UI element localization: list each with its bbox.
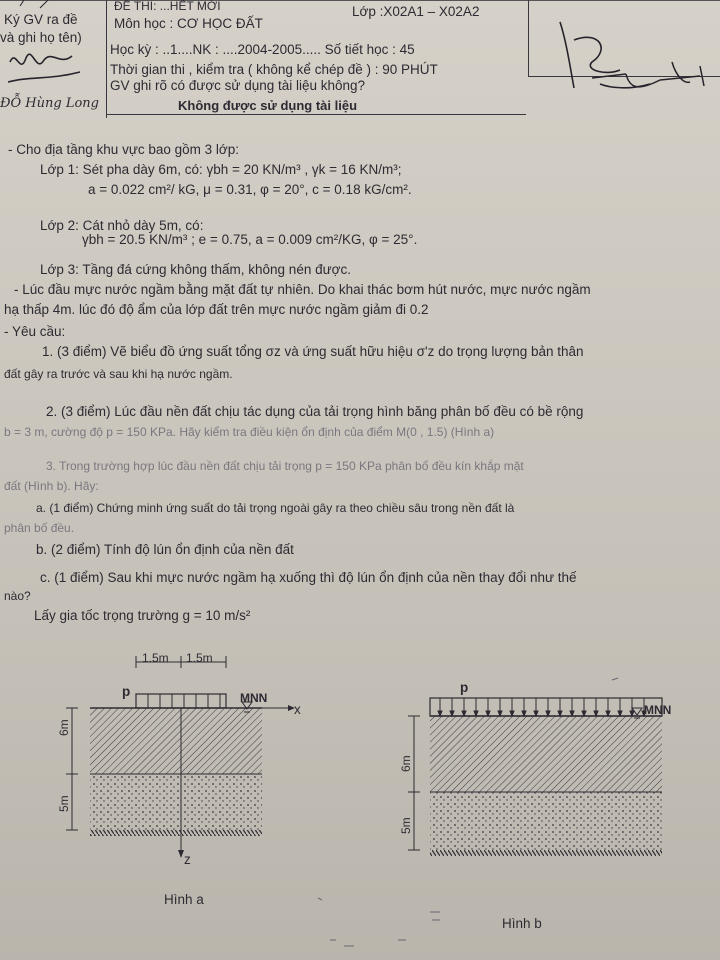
header-left-line1: Ký GV ra đề (4, 12, 78, 27)
figure-b-caption: Hình b (502, 916, 542, 931)
question3-line2: đất (Hình b). Hãy: (4, 479, 99, 493)
figure-a-diagram (50, 642, 320, 872)
load-arrow-head (462, 711, 466, 716)
load-arrow-head (558, 711, 562, 716)
question3-line1: 3. Trong trường hợp lúc đầu nền đất chịu tải trọng p = 150 KPa phân bố đều kín khắp mặt (46, 459, 524, 473)
requirements-heading: - Yêu cầu: (4, 324, 66, 339)
layer2-line1: Lớp 2: Cát nhỏ dày 5m, có: (40, 218, 204, 233)
intro-line: - Cho địa tầng khu vực bao gồm 3 lớp: (8, 142, 240, 157)
load-arrow-head (486, 711, 490, 716)
load-arrow-head (606, 711, 610, 716)
load-arrow-head (618, 711, 622, 716)
layer2-line2: γbh = 20.5 KN/m³ ; e = 0.75, a = 0.009 cm²/KG, φ = 25°. (82, 232, 418, 247)
figure-a-z-label: z (184, 852, 191, 867)
semester-info: Học kỳ : ..1....NK : ....2004-2005..... Số tiết học : 45 (110, 42, 415, 57)
subject: Môn học : CƠ HỌC ĐẤT (114, 16, 263, 31)
question3c-line2: nào? (4, 589, 31, 603)
load-arrow-head (546, 711, 550, 716)
figure-a-dim-right: 1.5m (186, 651, 213, 665)
signer-name: ĐỖ Hùng Long (0, 96, 99, 111)
load-arrow-head (630, 711, 634, 716)
load-arrow-head (450, 711, 454, 716)
gravity-line: Lấy gia tốc trọng trường g = 10 m/s² (34, 608, 251, 623)
question3b-line: b. (2 điểm) Tính độ lún ổn định của nền đất (36, 542, 294, 557)
load-arrow-head (570, 711, 574, 716)
question3c-line1: c. (1 điểm) Sau khi mực nước ngầm hạ xuống thì độ lún ổn định của nền thay đổi như thế (40, 570, 577, 585)
figure-b-water-label: MNN (644, 703, 672, 717)
figure-b-layer1-dim: 6m (399, 755, 413, 772)
layer1-line1: Lớp 1: Sét pha dày 6m, có: γbh = 20 KN/m³ , γk = 16 KN/m³; (40, 162, 402, 177)
figure-b-layer2-dim: 5m (399, 817, 413, 834)
header-left-line2: và ghi họ tên) (0, 30, 82, 45)
signatures (0, 0, 720, 130)
question2-line2: b = 3 m, cường độ p = 150 KPa. Hãy kiểm tra điều kiện ổn định của điểm M(0 , 1.5) (Hình a) (4, 425, 495, 439)
question1-line1: 1. (3 điểm) Vẽ biểu đồ ứng suất tổng σz và ứng suất hữu hiệu σ'z do trọng lượng bản thân (42, 344, 584, 359)
load-arrow-head (534, 711, 538, 716)
materials-note: Không được sử dụng tài liệu (178, 98, 358, 113)
load-arrow-head (522, 711, 526, 716)
layer1-line2: a = 0.022 cm²/ kG, μ = 0.31, φ = 20°, c = 0.18 kG/cm². (88, 182, 412, 197)
question2-line1: 2. (3 điểm) Lúc đầu nền đất chịu tác dụng của tải trọng hình băng phân bố đều có bề rộng (46, 404, 584, 419)
exam-duration: Thời gian thi , kiểm tra ( không kể chép đề ) : 90 PHÚT (110, 62, 438, 77)
question3a-line1: a. (1 điểm) Chứng minh ứng suất do tải trọng ngoài gây ra theo chiều sâu trong nền đất là (36, 501, 515, 515)
figure-a-layer2-dim: 5m (57, 795, 71, 812)
figure-b-load-label: p (460, 680, 469, 695)
left-signature-scrawl (8, 54, 80, 82)
load-arrow-head (582, 711, 586, 716)
right-signature-scrawl (560, 22, 650, 88)
figure-a-caption: Hình a (164, 892, 204, 907)
right-signature-name (592, 62, 704, 87)
load-arrow-head (498, 711, 502, 716)
figure-a-water-label: MNN (240, 691, 268, 705)
load-arrow-head (594, 711, 598, 716)
figure-a-load-label: p (122, 684, 131, 699)
load-arrow-head (474, 711, 478, 716)
class-code: Lớp :X02A1 – X02A2 (352, 4, 480, 19)
figure-a-dim-left: 1.5m (142, 651, 169, 665)
figure-a-layer1-dim: 6m (57, 719, 71, 736)
materials-question: GV ghi rõ có được sử dụng tài liệu không? (110, 78, 366, 93)
question1-line2: đất gây ra trước và sau khi hạ nước ngầm. (4, 367, 233, 381)
layer3-line: Lớp 3: Tầng đá cứng không thấm, không nén được. (40, 262, 351, 277)
water-line2: hạ thấp 4m. lúc đó độ ẩm của lớp đất trên mực nước ngầm giảm đi 0.2 (4, 302, 429, 317)
load-arrow-head (438, 711, 442, 716)
load-arrow-head (510, 711, 514, 716)
water-line1: - Lúc đầu mực nước ngầm bằng mặt đất tự nhiên. Do khai thác bơm hút nước, mực nước ngầm (14, 282, 591, 297)
question3a-line2: phân bố đều. (4, 521, 75, 535)
figure-b-diagram (404, 676, 684, 896)
figure-a-x-label: x (294, 702, 301, 717)
exam-title: ĐỀ THI: ...HẾT MỚI (114, 0, 221, 13)
